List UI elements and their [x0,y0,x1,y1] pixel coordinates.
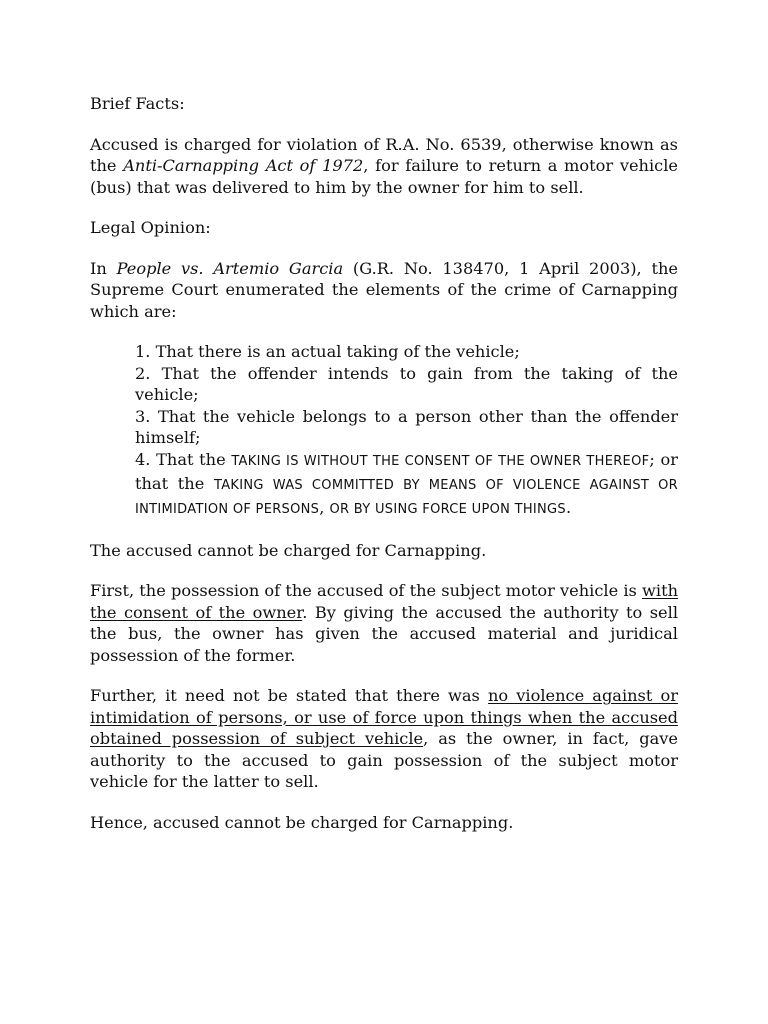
final-conclusion-paragraph: Hence, accused cannot be charged for Carnapping. [90,812,514,832]
element-4-lead: 4. That the [135,449,232,469]
first-argument-paragraph [90,580,678,666]
element-item-2: 2. That the offender intends to gain from the taking of the vehicle; [135,363,678,404]
element-4-clause-3: OR BY USING FORCE UPON THINGS [329,501,566,517]
brief-facts-heading: Brief Facts: [90,94,185,113]
first-argument-text-a: First, the possession of the accused of the subject motor vehicle is [90,581,643,600]
element-4-end: . [565,497,572,517]
brief-facts-text-a: Accused is charged for violation of R.A. No. 6539, otherwise known as the [90,134,678,175]
element-item-3: 3. That the vehicle belongs to a person other than the offender himself; [135,406,678,447]
element-item-1: 1. That there is an actual taking of the vehicle; [135,342,520,361]
legal-memo-page [90,93,678,833]
case-citation-paragraph [90,258,678,323]
first-argument-underlined: with the consent of the owner [90,581,678,622]
legal-opinion-heading: Legal Opinion: [90,218,211,237]
case-rest: (G.R. No. 138470, 1 April 2003), the Supreme Court enumerated the elements of the crime of Carnapping which are: [90,258,678,321]
further-argument-text-a: Further, it need not be stated that there was [90,686,488,705]
case-name: People vs. Artemio Garcia [116,258,344,278]
element-4-clause-2: TAKING WAS COMMITTED BY MEANS OF VIOLENCE AGAINST OR INTIMIDATION OF PERSONS [135,477,679,517]
further-argument-paragraph [90,685,678,793]
conclusion-paragraph: The accused cannot be charged for Carnapping. [90,540,487,560]
element-4-mid: ; or that the [135,449,678,493]
case-intro: In [90,258,117,278]
brief-facts-paragraph [90,134,678,199]
element-item-4 [135,449,678,521]
further-argument-underlined: no violence against or intimidation of persons, or use of force upon things when the accused obtained possession of subject vehicle [90,686,678,748]
element-4-sep: , [319,497,330,517]
first-argument-text-b: . By giving the accused the authority to sell the bus, the owner has given the accused material and juridical possession of the former. [90,602,678,665]
elements-list [135,341,678,521]
act-title: Anti-Carnapping Act of 1972 [123,156,364,175]
further-argument-text-b: , as the owner, in fact, gave authority to the accused to gain possession of the subject motor vehicle for the latter to sell. [90,729,678,791]
brief-facts-text-b: , for failure to return a motor vehicle (bus) that was delivered to him by the owner for him to sell. [90,156,678,197]
element-4-clause-1: TAKING IS WITHOUT THE CONSENT OF THE OWNER THEREOF [231,453,650,469]
